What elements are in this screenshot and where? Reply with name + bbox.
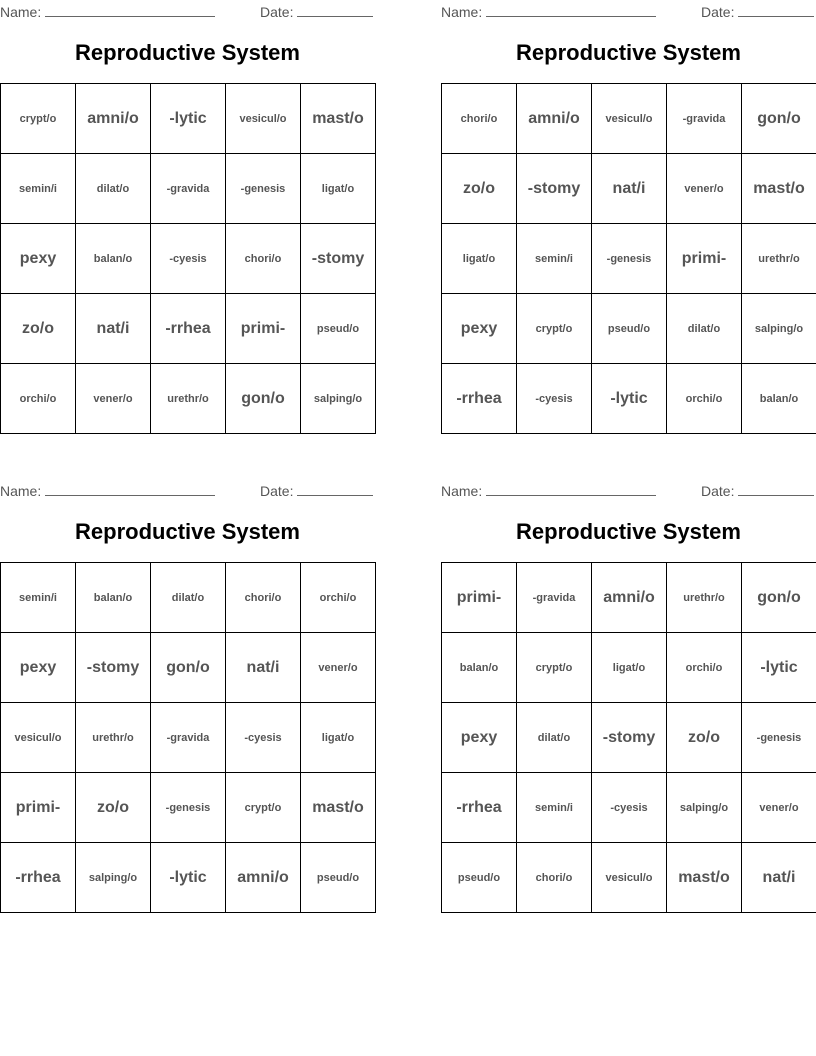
name-label: Name:	[0, 483, 42, 499]
bingo-cell: balan/o	[742, 364, 816, 434]
bingo-cell: -rrhea	[151, 294, 226, 364]
bingo-cell: zo/o	[1, 294, 76, 364]
bingo-cell: gon/o	[226, 364, 301, 434]
bingo-cell: vener/o	[667, 154, 742, 224]
bingo-cell: vesicul/o	[592, 843, 667, 913]
bingo-cell: nat/i	[592, 154, 667, 224]
bingo-cell: pseud/o	[442, 843, 517, 913]
bingo-grid	[441, 83, 816, 434]
date-label: Date:	[701, 4, 735, 20]
bingo-cell: balan/o	[76, 563, 151, 633]
bingo-cell: -cyesis	[151, 224, 226, 294]
bingo-cell: pseud/o	[301, 843, 376, 913]
bingo-cell: crypt/o	[517, 294, 592, 364]
date-blank	[297, 2, 373, 17]
bingo-cell: -cyesis	[226, 703, 301, 773]
bingo-cell: chori/o	[226, 224, 301, 294]
bingo-cell: -rrhea	[442, 364, 517, 434]
date-blank	[738, 2, 814, 17]
card-title: Reproductive System	[516, 40, 741, 65]
bingo-cell: -cyesis	[592, 773, 667, 843]
bingo-cell: -genesis	[151, 773, 226, 843]
bingo-cell: mast/o	[301, 773, 376, 843]
bingo-cell: gon/o	[742, 84, 816, 154]
bingo-cell: -rrhea	[1, 843, 76, 913]
bingo-grid	[0, 83, 376, 434]
bingo-cell: -gravida	[151, 154, 226, 224]
bingo-cell: semin/i	[517, 224, 592, 294]
bingo-cell: primi-	[1, 773, 76, 843]
bingo-cell: orchi/o	[1, 364, 76, 434]
bingo-cell: crypt/o	[1, 84, 76, 154]
bingo-cell: dilat/o	[76, 154, 151, 224]
bingo-cell: pexy	[1, 224, 76, 294]
bingo-cell: amni/o	[592, 563, 667, 633]
bingo-cell: crypt/o	[226, 773, 301, 843]
bingo-cell: -stomy	[76, 633, 151, 703]
bingo-cell: nat/i	[76, 294, 151, 364]
bingo-card	[0, 479, 375, 886]
bingo-cell: chori/o	[442, 84, 517, 154]
bingo-cell: -genesis	[226, 154, 301, 224]
bingo-cell: balan/o	[76, 224, 151, 294]
bingo-card	[441, 0, 816, 407]
bingo-cell: zo/o	[667, 703, 742, 773]
date-label: Date:	[701, 483, 735, 499]
bingo-card	[441, 479, 816, 886]
bingo-cell: ligat/o	[301, 154, 376, 224]
bingo-grid	[0, 562, 376, 913]
bingo-cell: pseud/o	[301, 294, 376, 364]
bingo-grid	[441, 562, 816, 913]
bingo-cell: balan/o	[442, 633, 517, 703]
bingo-cell: orchi/o	[301, 563, 376, 633]
bingo-cell: nat/i	[226, 633, 301, 703]
bingo-cell: salping/o	[742, 294, 816, 364]
bingo-cell: vesicul/o	[226, 84, 301, 154]
bingo-cell: -stomy	[592, 703, 667, 773]
bingo-cell: -cyesis	[517, 364, 592, 434]
name-blank	[45, 2, 215, 17]
bingo-cell: nat/i	[742, 843, 816, 913]
bingo-cell: dilat/o	[151, 563, 226, 633]
name-blank	[486, 2, 656, 17]
bingo-cell: vener/o	[301, 633, 376, 703]
card-header	[441, 0, 816, 22]
bingo-cell: dilat/o	[517, 703, 592, 773]
bingo-cell: -genesis	[742, 703, 816, 773]
bingo-cell: -rrhea	[442, 773, 517, 843]
card-title: Reproductive System	[516, 519, 741, 544]
bingo-cell: -gravida	[517, 563, 592, 633]
bingo-cell: vener/o	[742, 773, 816, 843]
bingo-cell: -lytic	[592, 364, 667, 434]
bingo-cell: zo/o	[442, 154, 517, 224]
bingo-cell: salping/o	[76, 843, 151, 913]
date-blank	[738, 481, 814, 496]
card-title: Reproductive System	[75, 40, 300, 65]
bingo-cell: urethr/o	[667, 563, 742, 633]
card-header	[441, 479, 816, 501]
date-label: Date:	[260, 4, 294, 20]
bingo-cell: chori/o	[517, 843, 592, 913]
bingo-cell: orchi/o	[667, 633, 742, 703]
bingo-cell: pexy	[1, 633, 76, 703]
bingo-cell: mast/o	[742, 154, 816, 224]
name-label: Name:	[441, 483, 483, 499]
bingo-cell: semin/i	[517, 773, 592, 843]
bingo-cell: gon/o	[742, 563, 816, 633]
card-header	[0, 479, 375, 501]
bingo-cell: amni/o	[517, 84, 592, 154]
bingo-cell: primi-	[226, 294, 301, 364]
date-label: Date:	[260, 483, 294, 499]
bingo-cell: primi-	[667, 224, 742, 294]
bingo-cell: -stomy	[301, 224, 376, 294]
bingo-cell: mast/o	[667, 843, 742, 913]
bingo-cell: vener/o	[76, 364, 151, 434]
bingo-cell: semin/i	[1, 563, 76, 633]
bingo-cell: chori/o	[226, 563, 301, 633]
bingo-cell: dilat/o	[667, 294, 742, 364]
bingo-cell: ligat/o	[442, 224, 517, 294]
bingo-cell: salping/o	[301, 364, 376, 434]
bingo-cell: pseud/o	[592, 294, 667, 364]
bingo-cell: salping/o	[667, 773, 742, 843]
bingo-cell: orchi/o	[667, 364, 742, 434]
bingo-cell: urethr/o	[151, 364, 226, 434]
bingo-card	[0, 0, 375, 407]
bingo-cell: ligat/o	[592, 633, 667, 703]
name-label: Name:	[441, 4, 483, 20]
bingo-cell: pexy	[442, 703, 517, 773]
date-blank	[297, 481, 373, 496]
bingo-cell: -genesis	[592, 224, 667, 294]
bingo-cell: semin/i	[1, 154, 76, 224]
bingo-cell: pexy	[442, 294, 517, 364]
bingo-cell: crypt/o	[517, 633, 592, 703]
bingo-cell: urethr/o	[76, 703, 151, 773]
card-title: Reproductive System	[75, 519, 300, 544]
bingo-cell: -gravida	[151, 703, 226, 773]
bingo-cell: gon/o	[151, 633, 226, 703]
name-blank	[486, 481, 656, 496]
bingo-cell: vesicul/o	[1, 703, 76, 773]
name-blank	[45, 481, 215, 496]
bingo-cell: amni/o	[76, 84, 151, 154]
bingo-cell: -stomy	[517, 154, 592, 224]
bingo-cell: amni/o	[226, 843, 301, 913]
bingo-cell: urethr/o	[742, 224, 816, 294]
bingo-cell: -lytic	[151, 84, 226, 154]
bingo-cell: mast/o	[301, 84, 376, 154]
bingo-cell: -lytic	[151, 843, 226, 913]
bingo-cell: zo/o	[76, 773, 151, 843]
bingo-cell: -gravida	[667, 84, 742, 154]
bingo-cell: -lytic	[742, 633, 816, 703]
bingo-cell: primi-	[442, 563, 517, 633]
card-header	[0, 0, 375, 22]
bingo-cell: vesicul/o	[592, 84, 667, 154]
name-label: Name:	[0, 4, 42, 20]
bingo-cell: ligat/o	[301, 703, 376, 773]
